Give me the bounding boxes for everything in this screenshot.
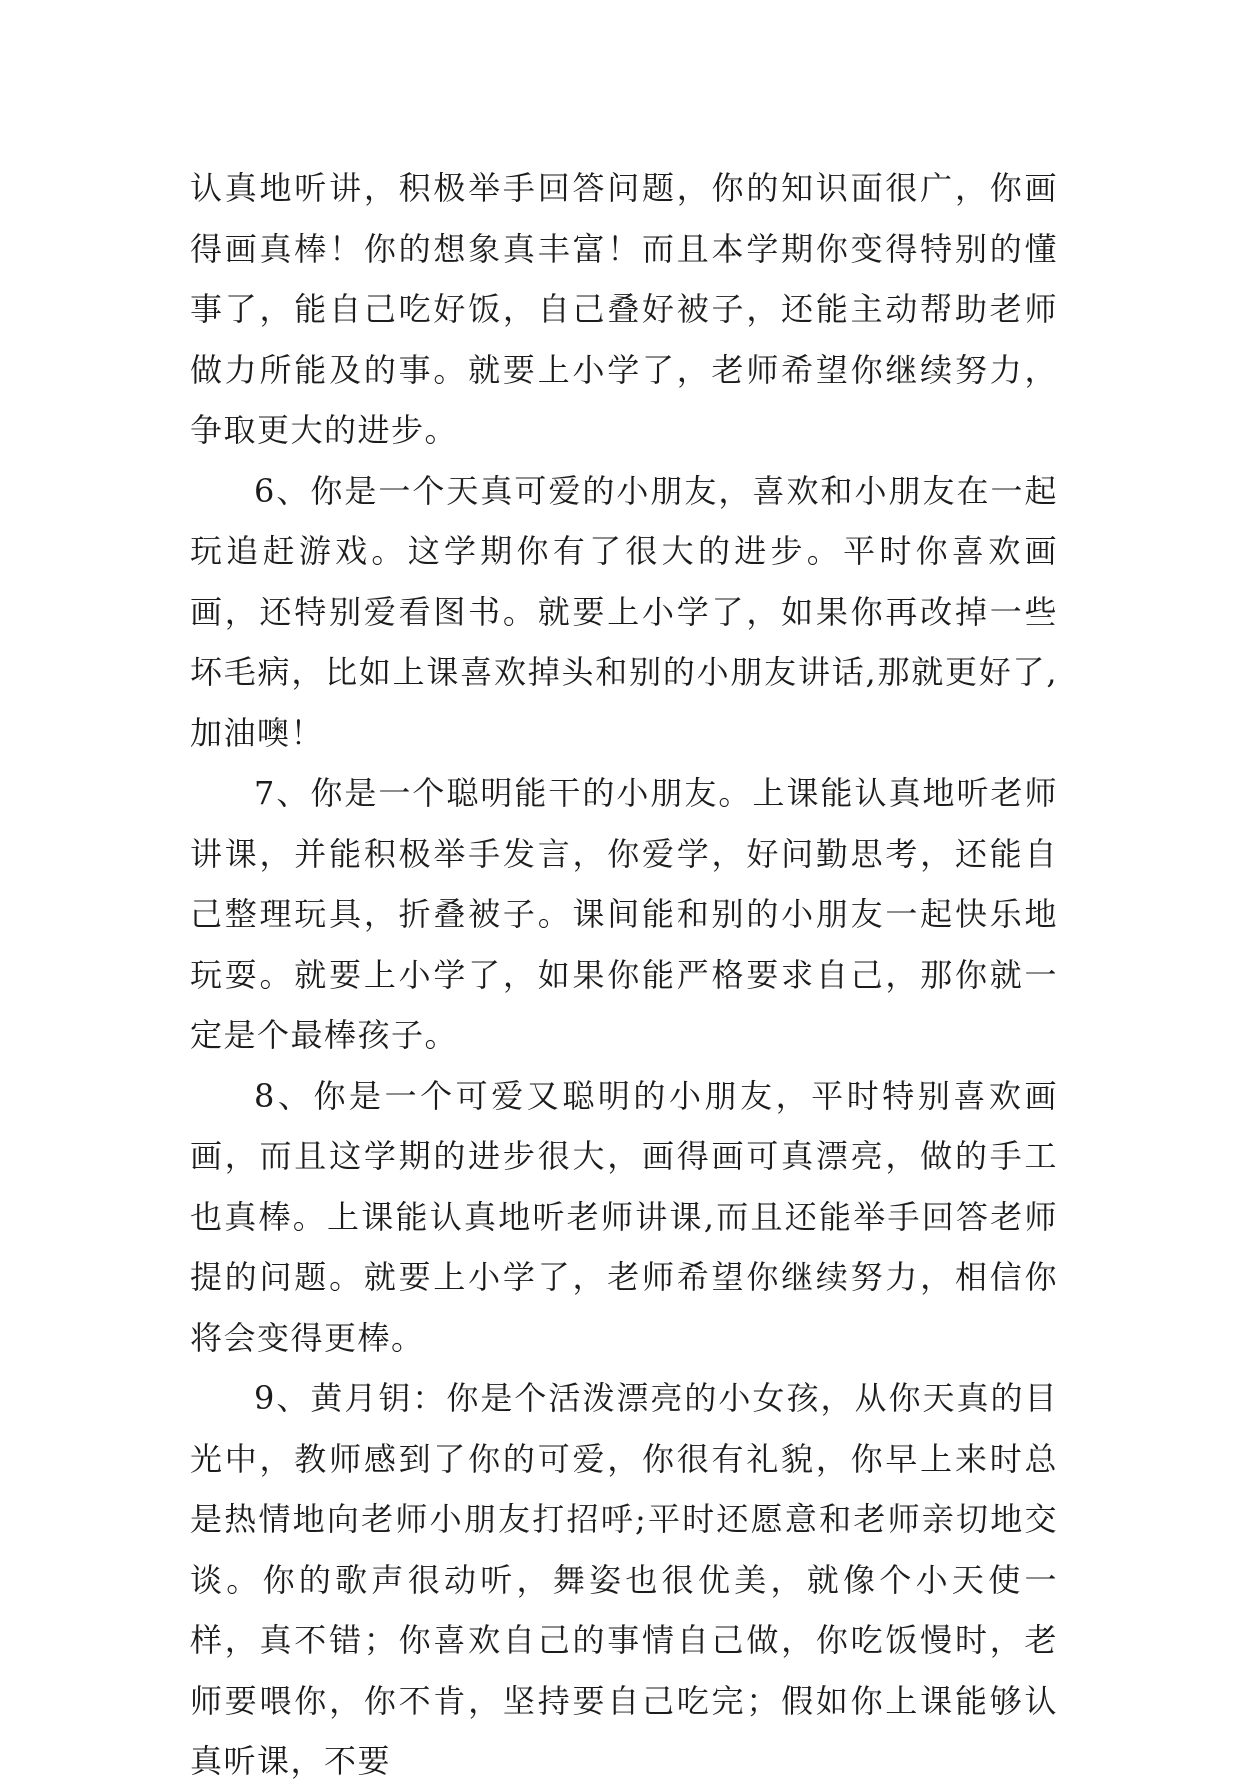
paragraph-comment-9: 9、黄月钥：你是个活泼漂亮的小女孩，从你天真的目光中，教师感到了你的可爱，你很有礼貌，你早上来时总是热情地向老师小朋友打招呼;平时还愿意和老师亲切地交谈。你的歌声很动听，舞姿也很优美，就像个小天使一样，真不错；你喜欢自己的事情自己做，你吃饭慢时，老师要喂你，你不肯，坚持要自己吃完；假如你上课能够认真听课，不要	[190, 1379, 1058, 1780]
paragraph-comment-7: 7、你是一个聪明能干的小朋友。上课能认真地听老师讲课，并能积极举手发言，你爱学，好问勤思考，还能自己整理玩具，折叠被子。课间能和别的小朋友一起快乐地玩耍。就要上小学了，如果你能严格要求自己，那你就一定是个最棒孩子。	[190, 774, 1058, 1054]
paragraph-comment-8: 8、你是一个可爱又聪明的小朋友，平时特别喜欢画画，而且这学期的进步很大，画得画可真漂亮，做的手工也真棒。上课能认真地听老师讲课,而且还能举手回答老师提的问题。就要上小学了，老师希望你继续努力，相信你将会变得更棒。	[190, 1076, 1058, 1357]
document-body	[190, 158, 1058, 1792]
paragraph-comment-6: 6、你是一个天真可爱的小朋友，喜欢和小朋友在一起玩追赶游戏。这学期你有了很大的进步。平时你喜欢画画，还特别爱看图书。就要上小学了，如果你再改掉一些坏毛病，比如上课喜欢掉头和别的小朋友讲话,那就更好了,加油噢！	[190, 471, 1058, 752]
paragraph-continuation: 认真地听讲，积极举手回答问题，你的知识面很广，你画得画真棒！你的想象真丰富！而且本学期你变得特别的懂事了，能自己吃好饭，自己叠好被子，还能主动帮助老师做力所能及的事。就要上小学了，老师希望你继续努力，争取更大的进步。	[190, 169, 1058, 449]
